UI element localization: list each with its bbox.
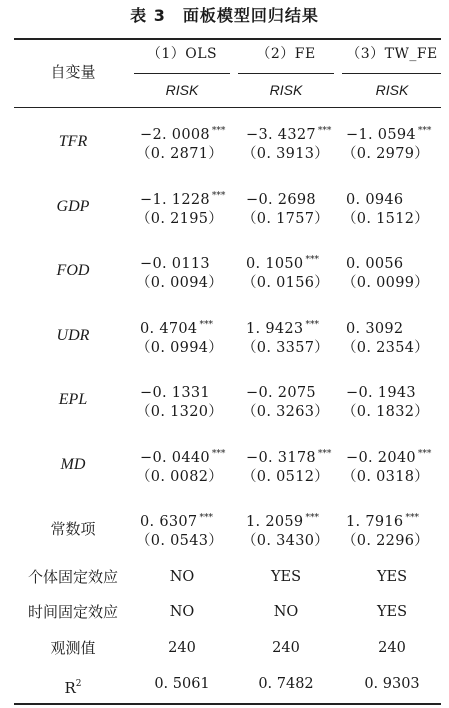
standard-error-tw-fe: （0. 2354） — [342, 339, 430, 356]
footer-label: 时间固定效应 — [27, 603, 118, 621]
footer-value-tw-fe: YES — [376, 569, 408, 585]
coefficient-fe — [246, 315, 319, 339]
coefficient-value: −0. 2698 — [246, 191, 316, 208]
column-rule-tw-fe — [342, 73, 441, 74]
standard-error-ols: （0. 0543） — [136, 533, 224, 549]
r-squared-ols: 0. 5061 — [154, 676, 210, 692]
significance-stars: *** — [305, 255, 319, 265]
coefficient-ols — [140, 186, 225, 210]
footer-value-fe: NO — [273, 604, 299, 620]
standard-error-tw-fe: （0. 0318） — [342, 468, 430, 485]
standard-error-tw-fe: （0. 0099） — [342, 275, 430, 291]
coefficient-value: −0. 2040 — [346, 449, 416, 466]
footer-value-ols: NO — [169, 604, 195, 620]
coefficient-value: 0. 1050 — [246, 256, 304, 272]
column-header-ols: （1）OLS — [146, 46, 218, 62]
standard-error-tw-fe: （0. 2979） — [342, 146, 430, 162]
r-squared-letter: R — [64, 679, 76, 697]
significance-stars: *** — [317, 448, 332, 459]
significance-stars: *** — [211, 448, 226, 459]
coefficient-value: −1. 1228 — [140, 191, 210, 208]
standard-error-fe: （0. 3357） — [242, 339, 330, 356]
standard-error-tw-fe: （0. 1832） — [342, 404, 430, 420]
coefficient-ols — [140, 508, 213, 532]
footer-value-fe: 240 — [272, 640, 300, 656]
coefficient-value: −0. 2075 — [246, 385, 316, 401]
variable-name: FOD — [56, 262, 90, 279]
coefficient-value: 0. 0946 — [346, 191, 404, 208]
standard-error-fe: （0. 3430） — [242, 533, 330, 549]
significance-stars: *** — [211, 126, 226, 136]
variable-name: 常数项 — [50, 520, 96, 538]
column-header-fe: （2）FE — [256, 46, 316, 62]
coefficient-ols — [140, 379, 212, 403]
dependent-variable-fe: RISK — [269, 82, 303, 98]
standard-error-fe: （0. 1757） — [242, 210, 330, 227]
coefficient-value: −0. 0113 — [140, 256, 210, 272]
header-rule — [14, 107, 441, 108]
coefficient-ols — [140, 444, 225, 468]
coefficient-fe — [246, 121, 331, 145]
coefficient-fe — [246, 186, 318, 210]
coefficient-value: −3. 4327 — [246, 127, 316, 143]
r-squared-superscript: 2 — [75, 679, 82, 689]
coefficient-value: −2. 0008 — [140, 127, 210, 143]
standard-error-ols: （0. 0082） — [136, 468, 224, 485]
variable-name: GDP — [56, 197, 90, 215]
standard-error-ols: （0. 1320） — [136, 404, 224, 420]
table-title: 表 3 面板模型回归结果 — [130, 6, 319, 25]
standard-error-tw-fe: （0. 2296） — [342, 533, 430, 549]
footer-label: 观测值 — [50, 639, 96, 657]
coefficient-tw-fe — [346, 315, 405, 339]
coefficient-tw-fe — [346, 121, 431, 145]
r-squared-fe: 0. 7482 — [258, 676, 314, 692]
independent-variable-header: 自变量 — [50, 63, 96, 81]
standard-error-fe: （0. 3263） — [242, 404, 330, 420]
bottom-rule — [14, 703, 441, 705]
coefficient-ols — [140, 121, 225, 145]
coefficient-value: −1. 0594 — [346, 127, 416, 143]
coefficient-fe — [246, 250, 319, 274]
r-squared-label — [14, 674, 132, 698]
top-rule — [14, 38, 441, 40]
variable-name: MD — [60, 455, 86, 473]
standard-error-ols: （0. 2195） — [136, 210, 224, 227]
significance-stars: *** — [305, 319, 319, 330]
coefficient-value: 0. 3092 — [346, 320, 404, 337]
coefficient-tw-fe — [346, 250, 405, 274]
column-header-tw-fe: （3）TW_FE — [346, 46, 438, 62]
coefficient-value: 0. 0056 — [346, 256, 404, 272]
coefficient-value: 1. 2059 — [246, 514, 304, 530]
standard-error-fe: （0. 3913） — [242, 146, 330, 162]
footer-value-tw-fe: YES — [376, 604, 408, 620]
coefficient-value: −0. 0440 — [140, 449, 210, 466]
dependent-variable-tw-fe: RISK — [375, 82, 409, 98]
significance-stars: *** — [405, 513, 419, 523]
variable-name: UDR — [56, 326, 90, 344]
significance-stars: *** — [199, 513, 213, 523]
significance-stars: *** — [317, 126, 332, 136]
coefficient-tw-fe — [346, 379, 418, 403]
coefficient-value: −0. 1943 — [346, 385, 416, 401]
significance-stars: *** — [199, 319, 213, 330]
footer-value-tw-fe: 240 — [378, 640, 406, 656]
coefficient-ols — [140, 315, 213, 339]
footer-value-ols: NO — [169, 569, 195, 585]
column-rule-fe — [238, 73, 334, 74]
r-squared-tw-fe: 0. 9303 — [364, 676, 420, 692]
coefficient-value: −0. 3178 — [246, 449, 316, 466]
dependent-variable-ols: RISK — [165, 82, 199, 98]
coefficient-value: 0. 4704 — [140, 320, 198, 337]
coefficient-ols — [140, 250, 212, 274]
footer-label: 个体固定效应 — [27, 568, 118, 586]
standard-error-tw-fe: （0. 1512） — [342, 210, 430, 227]
coefficient-value: 0. 6307 — [140, 514, 198, 530]
coefficient-fe — [246, 379, 318, 403]
coefficient-tw-fe — [346, 444, 431, 468]
standard-error-fe: （0. 0512） — [242, 468, 330, 485]
significance-stars: *** — [305, 513, 319, 523]
coefficient-fe — [246, 444, 331, 468]
footer-value-fe: YES — [270, 569, 302, 585]
coefficient-value: 1. 7916 — [346, 514, 404, 530]
significance-stars: *** — [417, 126, 432, 136]
footer-value-ols: 240 — [168, 640, 196, 656]
column-rule-ols — [134, 73, 230, 74]
standard-error-ols: （0. 0094） — [136, 275, 224, 291]
coefficient-tw-fe — [346, 508, 419, 532]
coefficient-tw-fe — [346, 186, 405, 210]
variable-name: EPL — [58, 391, 88, 408]
standard-error-fe: （0. 0156） — [242, 275, 330, 291]
standard-error-ols: （0. 2871） — [136, 146, 224, 162]
coefficient-fe — [246, 508, 319, 532]
coefficient-value: −0. 1331 — [140, 385, 210, 401]
significance-stars: *** — [417, 448, 432, 459]
coefficient-value: 1. 9423 — [246, 320, 304, 337]
significance-stars: *** — [211, 190, 226, 201]
variable-name: TFR — [58, 133, 88, 150]
standard-error-ols: （0. 0994） — [136, 339, 224, 356]
